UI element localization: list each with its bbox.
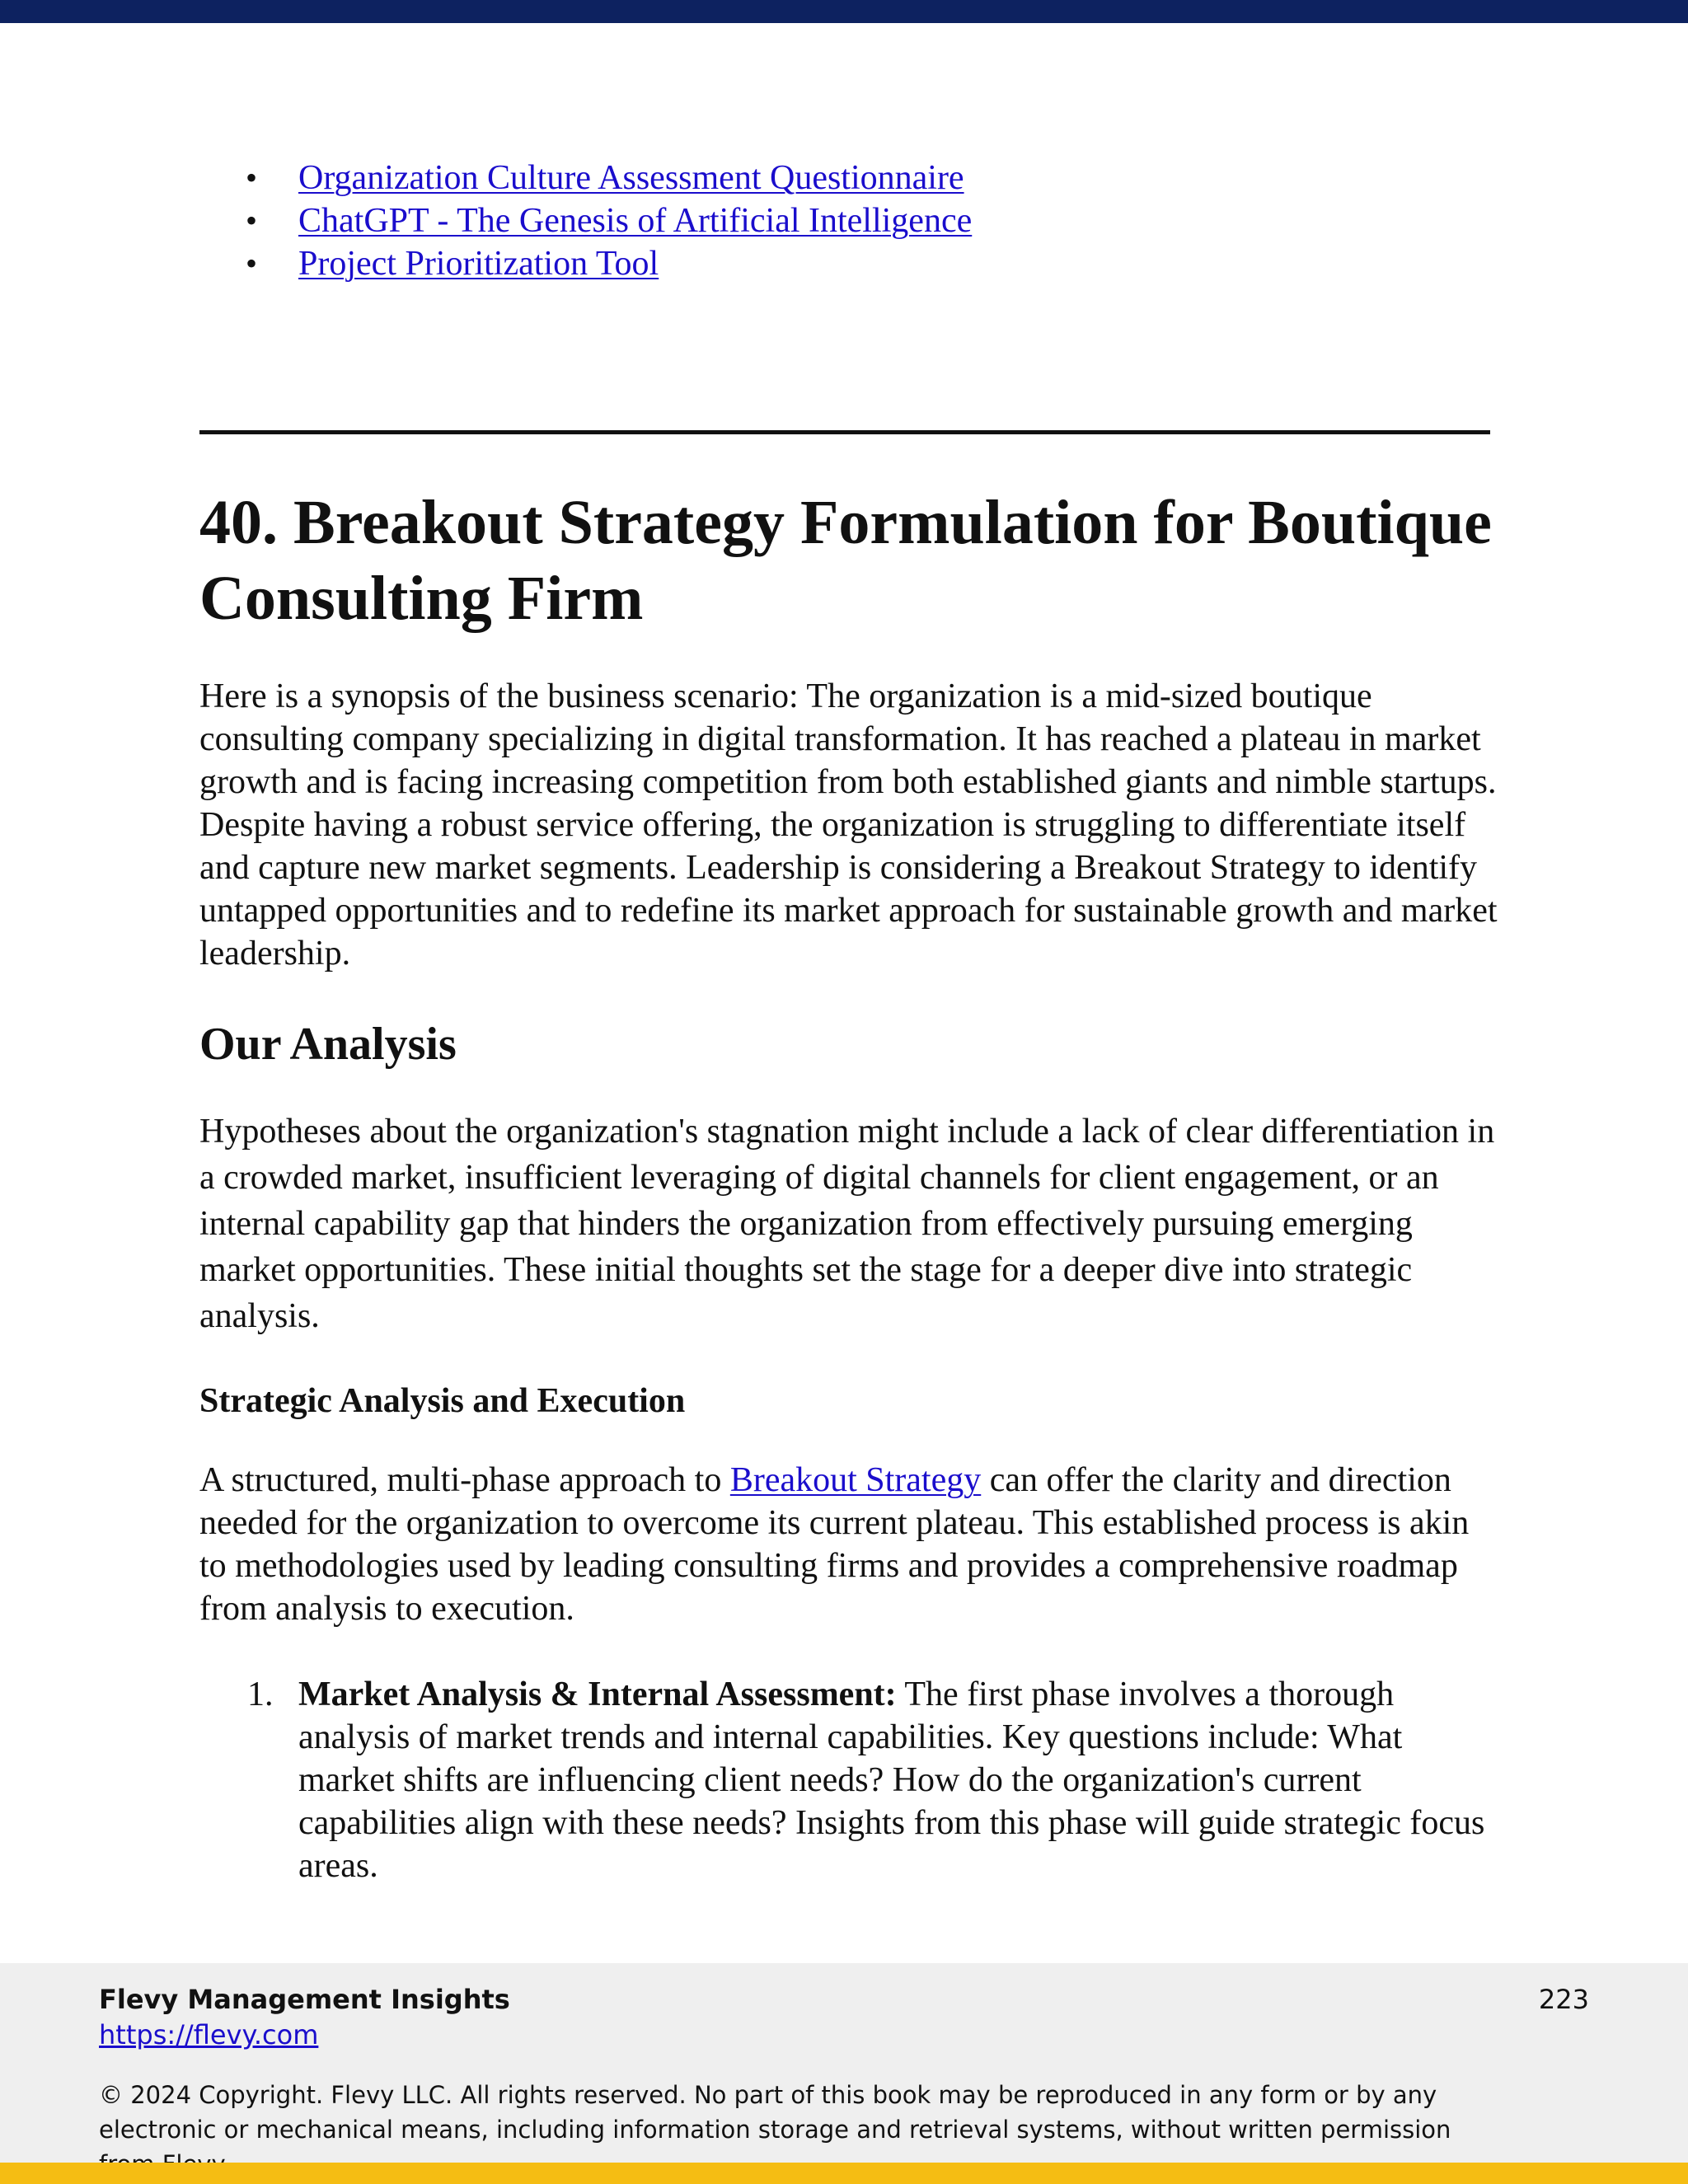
related-links-list: [199, 157, 1492, 285]
related-links-section: [199, 157, 1492, 285]
bullet-icon: •: [246, 202, 258, 239]
analysis-heading: Our Analysis: [199, 1019, 457, 1070]
related-link-chatgpt[interactable]: ChatGPT - The Genesis of Artificial Intelligence: [298, 202, 973, 240]
analysis-paragraph: Hypotheses about the organization's stagnation might include a lack of clear differentiation in a crowded market, insufficient leveraging of digital channels for client engagement, or an internal capability gap that hinders the organization from effectively pursuing emerging market opportunities. These initial thoughts set the stage for a deeper dive into strategic analysis.: [199, 1113, 1495, 1335]
footer-brand: Flevy Management Insights: [99, 1984, 510, 2015]
list-item: [199, 242, 1492, 285]
related-link-project-prioritization[interactable]: Project Prioritization Tool: [298, 245, 659, 283]
bullet-icon: •: [246, 159, 258, 196]
bottom-accent-bar: [0, 2163, 1688, 2184]
approach-text-end: can offer the clarity and direction needed for the organization to overcome its current plateau. This established process is akin to methodologies used by leading consulting firms and provides a comprehensive roadmap from analysis to execution.: [199, 1461, 1470, 1628]
phase-list-item: [199, 1673, 1502, 1887]
strategic-heading: Strategic Analysis and Execution: [199, 1382, 686, 1420]
section-divider: [199, 430, 1490, 434]
approach-text-start: A structured, multi-phase approach to: [199, 1461, 730, 1499]
phase-number: 1.: [247, 1675, 274, 1713]
list-item: [199, 199, 1492, 242]
approach-paragraph: [199, 1459, 1502, 1630]
list-item: [199, 157, 1492, 199]
article-title: 40. Breakout Strategy Formulation for Boutique Consulting Firm: [199, 488, 1492, 633]
breakout-strategy-link[interactable]: Breakout Strategy: [729, 1461, 982, 1499]
page-footer: [0, 1963, 1688, 2163]
page-number: 223: [1538, 1984, 1589, 2015]
bullet-icon: •: [246, 245, 258, 282]
phase-text: [298, 1673, 1502, 1887]
related-link-culture-questionnaire[interactable]: Organization Culture Assessment Questionnaire: [298, 159, 964, 197]
phase-description: The first phase involves a thorough analysis of market trends and internal capabilities. Key questions include: What market shifts are influencing client needs? How do the organization's current capabilities align with these needs? Insights from this phase will guide strategic focus areas.: [298, 1675, 1485, 1885]
synopsis-paragraph: Here is a synopsis of the business scenario: The organization is a mid-sized boutique consulting company specializing in digital transformation. It has reached a plateau in market growth and is facing increasing competition from both established giants and nimble startups. Despite having a robust service offering, the organization is struggling to differentiate itself and capture new market segments. Leadership is considering a Breakout Strategy to identify untapped opportunities and to redefine its market approach for sustainable growth and market leadership.: [199, 677, 1498, 972]
copyright-notice: © 2024 Copyright. Flevy LLC. All rights reserved. No part of this book may be reproduced in any form or by any electronic or mechanical means, including information storage and retrieval systems, without written permission: [99, 2081, 1451, 2144]
top-accent-bar: [0, 0, 1688, 23]
footer-url-link[interactable]: https://flevy.com: [99, 2019, 319, 2050]
phase-title: Market Analysis & Internal Assessment:: [298, 1675, 897, 1713]
